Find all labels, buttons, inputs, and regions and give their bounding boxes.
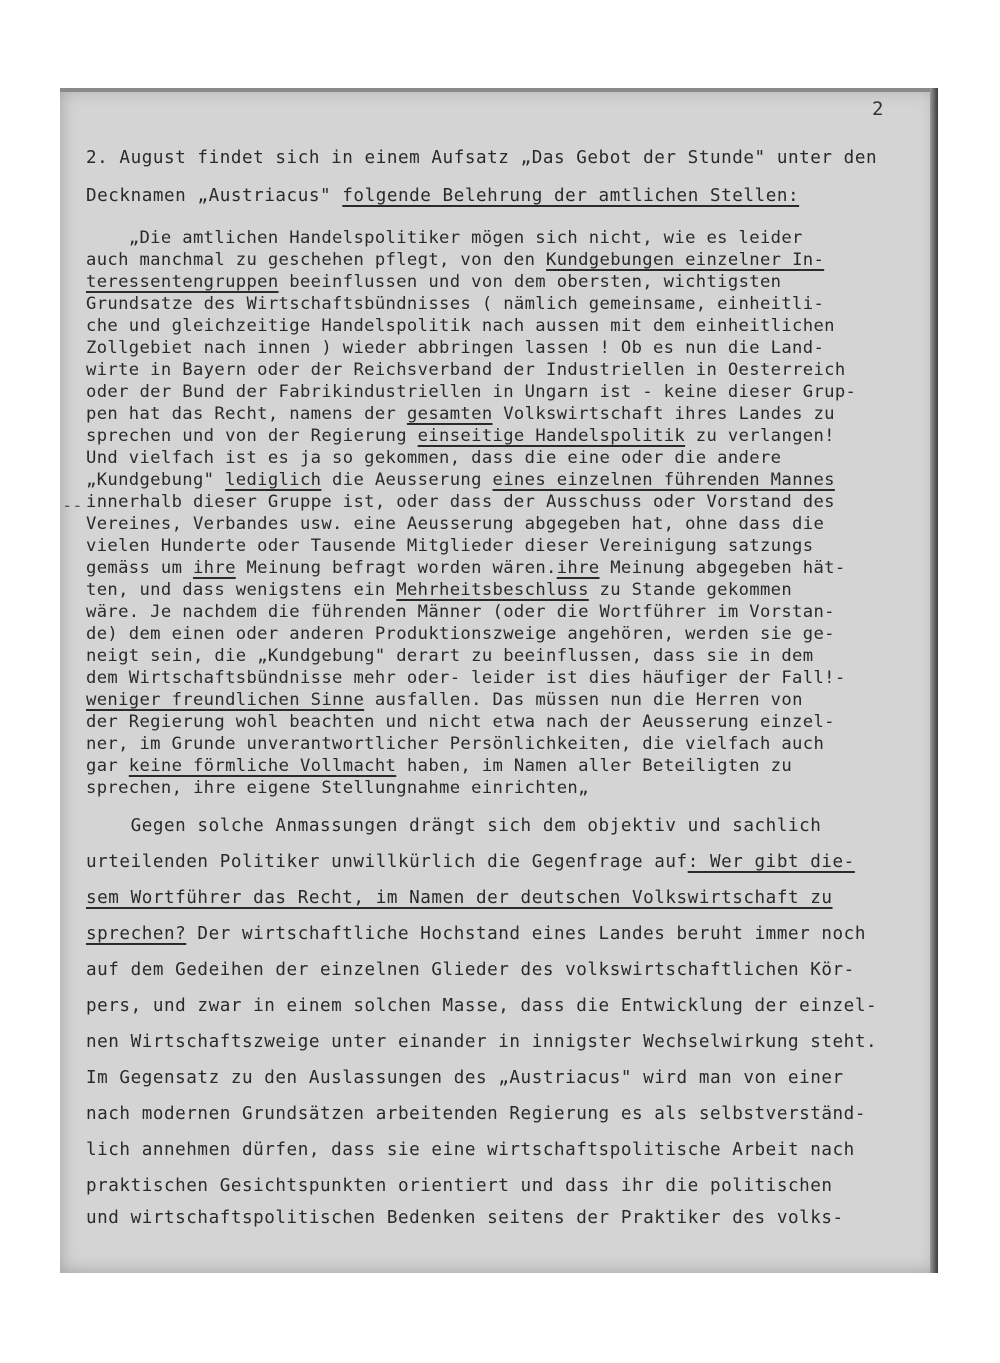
text-line	[86, 712, 835, 732]
text-segment: ner, im Grunde unverantwortlicher Persönlichkeiten, die vielfach auch	[86, 734, 825, 754]
text-line	[86, 580, 792, 600]
text-segment: nen Wirtschaftszweige unter einander in innigster Wechselwirkung steht.	[86, 1032, 878, 1052]
text-segment: auf dem Gedeihen der einzelnen Glieder des volkswirtschaftlichen Kör-	[86, 960, 855, 980]
underlined-text: eines einzelnen führenden Mannes	[492, 470, 835, 490]
text-line	[86, 448, 781, 468]
underlined-text: weniger freundlichen Sinne	[86, 690, 365, 710]
text-segment: und wirtschaftspolitischen Bedenken seitens der Praktiker des volks-	[86, 1208, 844, 1228]
text-line	[86, 1208, 844, 1228]
underlined-text: sem Wortführer das Recht, im Namen der deutschen Volkswirtschaft zu	[86, 888, 833, 908]
text-segment: ten, und dass wenigstens ein	[86, 580, 397, 600]
text-segment: pers, und zwar in einem solchen Masse, dass die Entwicklung der einzel-	[86, 996, 878, 1016]
text-segment: zu Stande gekommen	[588, 580, 793, 600]
text-segment: haben, im Namen aller Beteiligten zu	[396, 756, 793, 776]
text-segment: der Regierung wohl beachten und nicht etwa nach der Aeusserung einzel-	[86, 712, 835, 732]
text-segment: Im Gegensatz zu den Auslassungen des „Austriacus" wird man von einer	[86, 1068, 844, 1088]
text-segment: ausfallen. Das müssen nun die Herren von	[364, 690, 803, 710]
text-line	[86, 1068, 844, 1088]
text-line	[86, 624, 835, 644]
text-line	[86, 338, 824, 358]
scanned-page	[60, 88, 938, 1273]
text-line	[86, 294, 824, 314]
text-line	[86, 360, 846, 380]
text-segment: beeinflussen und von dem obersten, wichtigsten	[278, 272, 782, 292]
text-segment: sprechen und von der Regierung	[86, 426, 418, 446]
underlined-text: einseitige Handelspolitik	[417, 426, 686, 446]
scan-top-edge	[60, 88, 938, 92]
text-line	[86, 148, 877, 168]
text-line	[86, 690, 803, 710]
text-line	[86, 1176, 833, 1196]
underlined-text: : Wer gibt die-	[687, 852, 855, 872]
text-line	[86, 816, 821, 836]
page-number: 2	[872, 98, 884, 120]
underlined-text: ihre	[192, 558, 236, 578]
underlined-text: ihre	[556, 558, 600, 578]
text-segment: auch manchmal zu geschehen pflegt, von den	[86, 250, 547, 270]
text-segment: gemäss um	[86, 558, 193, 578]
text-line	[86, 228, 803, 248]
text-segment: sprechen, ihre eigene Stellungnahme einrichten„	[86, 778, 589, 798]
text-line	[86, 852, 855, 872]
text-line	[86, 960, 855, 980]
text-line	[86, 1104, 866, 1124]
text-segment: wäre. Je nachdem die führenden Männer (oder die Wortführer im Vorstan-	[86, 602, 835, 622]
text-line	[86, 668, 846, 688]
text-line	[86, 1140, 855, 1160]
text-line	[86, 1032, 877, 1052]
text-line	[86, 250, 824, 270]
text-segment: Zollgebiet nach innen ) wieder abbringen lassen ! Ob es nun die Land-	[86, 338, 825, 358]
text-line	[86, 426, 835, 446]
text-segment: Vereines, Verbandes usw. eine Aeusserung abgegeben hat, ohne dass die	[86, 514, 825, 534]
text-line	[86, 602, 835, 622]
underlined-text: teressentengruppen	[86, 272, 279, 292]
text-segment: Und vielfach ist es ja so gekommen, dass die eine oder die andere	[86, 448, 782, 468]
text-line	[86, 186, 799, 206]
text-line	[86, 778, 589, 798]
text-line	[86, 996, 877, 1016]
text-segment: zu verlangen!	[685, 426, 835, 446]
underlined-text: folgende Belehrung der amtlichen Stellen:	[342, 186, 800, 206]
text-segment: oder der Bund der Fabrikindustriellen in Ungarn ist - keine dieser Grup-	[86, 382, 857, 402]
text-segment: gar	[86, 756, 129, 776]
text-segment: vielen Hunderte oder Tausende Mitglieder dieser Vereinigung satzungs	[86, 536, 814, 556]
text-segment: praktischen Gesichtspunkten orientiert und dass ihr die politischen	[86, 1176, 833, 1196]
text-segment: Meinung abgegeben hät-	[599, 558, 846, 578]
underlined-text: gesamten	[406, 404, 493, 424]
text-segment: wirte in Bayern oder der Reichsverband der Industriellen in Oesterreich	[86, 360, 846, 380]
text-segment: Decknamen „Austriacus"	[86, 186, 343, 206]
text-segment: Der wirtschaftliche Hochstand eines Landes beruht immer noch	[186, 924, 866, 944]
text-segment: de) dem einen oder anderen Produktionszweige angehören, werden sie ge-	[86, 624, 835, 644]
text-line	[86, 734, 824, 754]
text-line	[86, 558, 846, 578]
underlined-text: Kundgebungen einzelner In-	[546, 250, 825, 270]
text-segment: urteilenden Politiker unwillkürlich die Gegenfrage auf	[86, 852, 688, 872]
text-line	[86, 756, 792, 776]
underlined-text: lediglich	[225, 470, 322, 490]
text-segment: che und gleichzeitige Handelspolitik nach aussen mit dem einheitlichen	[86, 316, 835, 336]
text-line	[86, 272, 781, 292]
text-segment: Grundsatze des Wirtschaftsbündnisses ( nämlich gemeinsame, einheitli-	[86, 294, 825, 314]
text-line	[86, 492, 835, 512]
text-segment: 2. August findet sich in einem Aufsatz „Das Gebot der Stunde" unter den	[86, 148, 878, 168]
underlined-text: keine förmliche Vollmacht	[128, 756, 397, 776]
text-line	[86, 888, 833, 908]
text-line	[86, 646, 813, 666]
text-segment: neigt sein, die „Kundgebung" derart zu beeinflussen, dass sie in dem	[86, 646, 814, 666]
underlined-text: Mehrheitsbeschluss	[396, 580, 589, 600]
text-line	[86, 316, 835, 336]
text-line	[86, 536, 813, 556]
text-segment: Volkswirtschaft ihres Landes zu	[492, 404, 835, 424]
text-segment: pen hat das Recht, namens der	[86, 404, 407, 424]
text-line	[86, 404, 835, 424]
margin-mark: --	[62, 496, 83, 516]
text-line	[86, 924, 866, 944]
text-segment: nach modernen Grundsätzen arbeitenden Regierung es als selbstverständ-	[86, 1104, 866, 1124]
scan-right-edge	[930, 88, 938, 1273]
text-segment: lich annehmen dürfen, dass sie eine wirtschaftspolitische Arbeit nach	[86, 1140, 855, 1160]
underlined-text: sprechen?	[86, 924, 187, 944]
text-segment: „Kundgebung"	[86, 470, 226, 490]
text-line	[86, 514, 824, 534]
text-segment: dem Wirtschaftsbündnisse mehr oder- leider ist dies häufiger der Fall!-	[86, 668, 846, 688]
text-segment: die Aeusserung	[321, 470, 493, 490]
text-segment: „Die amtlichen Handelspolitiker mögen sich nicht, wie es leider	[86, 228, 803, 248]
text-line	[86, 470, 835, 490]
text-segment: Gegen solche Anmassungen drängt sich dem objektiv und sachlich	[86, 816, 822, 836]
text-line	[86, 382, 856, 402]
text-segment: Meinung befragt worden wären.	[235, 558, 557, 578]
text-segment: innerhalb dieser Gruppe ist, oder dass der Ausschuss oder Vorstand des	[86, 492, 835, 512]
